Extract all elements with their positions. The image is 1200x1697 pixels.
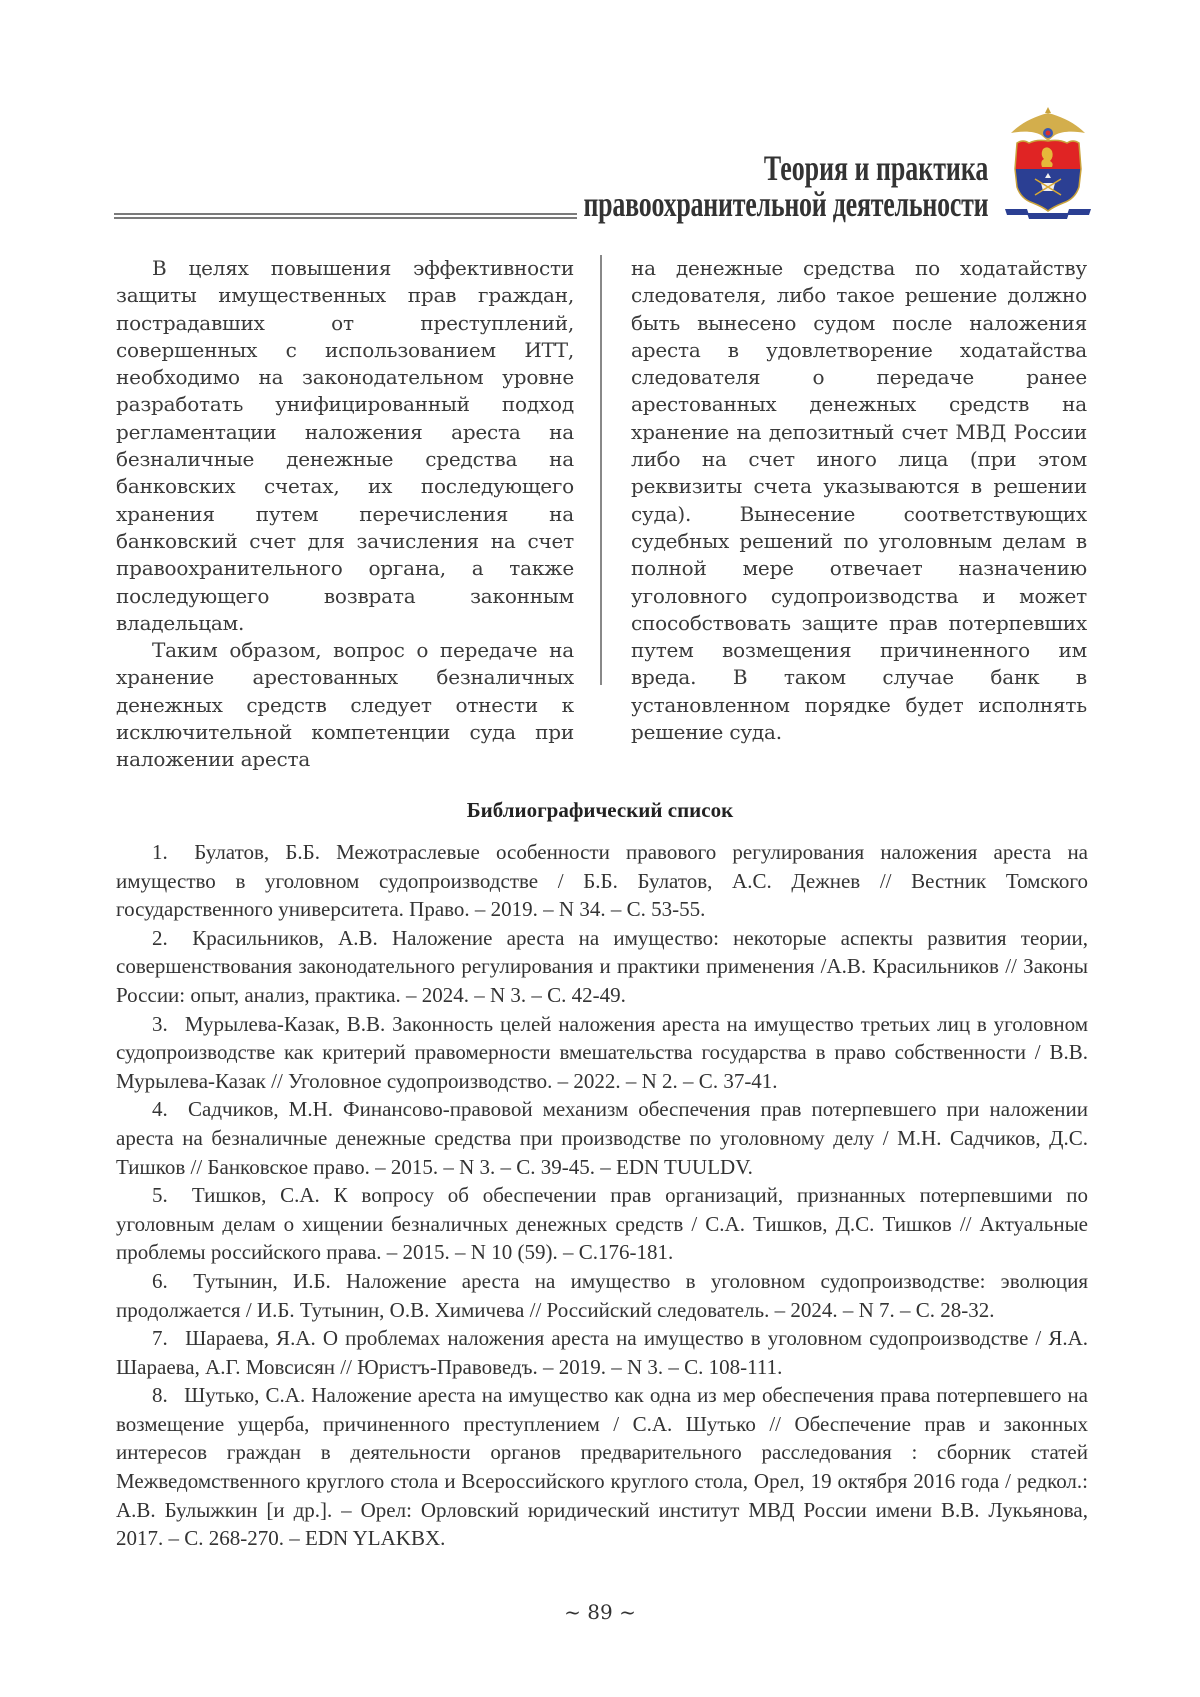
item-number: 7. (152, 1326, 168, 1351)
item-number: 1. (152, 840, 168, 864)
header-double-rule (114, 213, 577, 219)
item-text: Мурылева-Казак, В.В. Законность целей наложения ареста на имущество третьих лиц в уголовном судопроизводстве как критерий правомерности вмешательства государства в право собственности / В.В. Мурылева-Казак // Уголовное судопроизводство. – 2022. – N 2. – С. 37-41. (116, 1011, 1088, 1093)
bibliography-item (116, 1181, 1088, 1267)
journal-title (583, 150, 988, 222)
bibliography-item (116, 1095, 1088, 1181)
bibliography-item (116, 1381, 1088, 1553)
bibliography-item (116, 1267, 1088, 1324)
item-number: 5. (152, 1183, 168, 1208)
journal-title-line2: правоохранительной деятельности (583, 184, 988, 224)
paragraph: В целях повышения эффективности защиты имущественных прав граждан, пострадавших от преступлений, совершенных с использованием ИТТ, необходимо на законодательном уровне разработать унифицированный подход регламентации наложения ареста на безналичные денежные средства на банковских счетах, их последующего хранения путем перечисления на банковский счет для зачисления на счет правоохранительного органа, а также последующего возврата законным владельцам. (116, 256, 574, 635)
item-text: Садчиков, М.Н. Финансово-правовой механизм обеспечения прав потерпевшего при наложении ареста на безналичные денежные средства при производстве по уголовному делу / М.Н. Садчиков, Д.С. Тишков // Банковское право. – 2015. – N 3. – С. 39-45. – EDN TUULDV. (116, 1097, 1088, 1179)
bibliography-item (116, 1324, 1088, 1381)
journal-title-line1: Теория и практика (763, 148, 988, 188)
body-column-left (116, 255, 574, 774)
item-text: Тутынин, И.Б. Наложение ареста на имущество в уголовном судопроизводстве: эволюция продолжается / И.Б. Тутынин, О.В. Химичева // Российский следователь. – 2024. – N 7. – С. 28-32. (116, 1268, 1088, 1322)
column-divider (600, 255, 602, 685)
shield-icon (1015, 140, 1081, 211)
paragraph: Таким образом, вопрос о передаче на хранение арестованных безналичных денежных средств следует отнести к исключительной компетенции суда при наложении ареста (116, 638, 574, 772)
item-number: 8. (152, 1383, 168, 1408)
eagle-icon (1011, 107, 1085, 141)
item-text: Шараева, Я.А. О проблемах наложения ареста на имущество в уголовном судопроизводстве / Я.А. Шараева, А.Г. Мовсисян // Юристъ-Правоведъ. – 2019. – N 3. – С. 108-111. (116, 1326, 1089, 1379)
paragraph: на денежные средства по ходатайству следователя, либо такое решение должно быть вынесено судом после наложения ареста в удовлетворение ходатайства следователя о передаче ранее арестованных денежных средств на хранение на депозитный счет МВД России либо на счет иного лица (при этом реквизиты счета указываются в решении суда). Вынесение соответствующих судебных решений по уголовным делам в полной мере отвечает назначению уголовного судопроизводства и может способствовать защите прав потерпевших путем возмещения причиненного им вреда. В таком случае банк в установленном порядке будет исполнять решение суда. (631, 256, 1087, 745)
bibliography-title: Библиографический список (466, 798, 734, 822)
item-text: Тишков, С.А. К вопросу об обеспечении прав организаций, признанных потерпевшими по уголовным делам о хищении безналичных денежных средств / С.А. Тишков, Д.С. Тишков // Актуальные проблемы российского права. – 2015. – N 10 (59). – С.176-181. (116, 1183, 1089, 1265)
bibliography-list (116, 838, 1088, 1553)
item-number: 4. (152, 1097, 168, 1122)
page-number: ~ 89 ~ (564, 1600, 636, 1624)
police-institute-emblem-icon (1003, 103, 1093, 221)
bibliography-item (116, 924, 1088, 1010)
item-text: Булатов, Б.Б. Межотраслевые особенности правового регулирования наложения ареста на имущество в уголовном судопроизводстве / Б.Б. Булатов, А.С. Дежнев // Вестник Томского государственного университета. Право. – 2019. – N 34. – С. 53-55. (116, 840, 1088, 922)
bibliography-item (116, 1010, 1088, 1096)
body-column-right (631, 255, 1087, 746)
item-number: 2. (152, 925, 168, 950)
item-text: Шутько, С.А. Наложение ареста на имущество как одна из мер обеспечения права потерпевшего на возмещение ущерба, причиненного преступлением / С.А. Шутько // Обеспечение прав и законных интересов граждан в деятельности органов предварительного расследования : сборник статей Межведомственного круглого стола и Всероссийского круглого стола, Орел, 19 октября 2016 года / редкол.: А.В. Булыжкин [и др.]. – Орел: Орловский юридический институт МВД России имени В.В. Лукьянова, 2017. – С. 268-270. – EDN YLAKBX. (116, 1383, 1088, 1551)
item-text: Красильников, А.В. Наложение ареста на имущество: некоторые аспекты развития теории, совершенствования законодательного регулирования и практики применения /А.В. Красильников // Законы России: опыт, анализ, практика. – 2024. – N 3. – С. 42-49. (116, 925, 1088, 1007)
bibliography-item (116, 838, 1088, 924)
item-number: 3. (152, 1011, 168, 1036)
item-number: 6. (152, 1268, 168, 1293)
